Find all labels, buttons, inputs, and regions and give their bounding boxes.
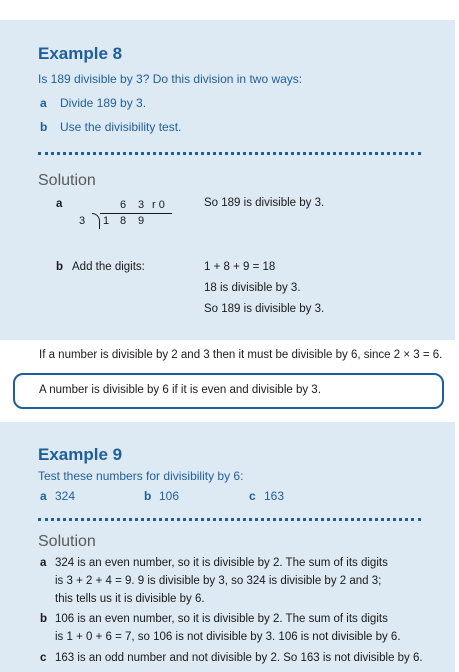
divider-dotted [38, 152, 421, 155]
answer-b-line: 106 is an even number, so it is divisible by 2. The sum of its digits [55, 613, 388, 625]
quotient-digit: 6 [120, 199, 127, 211]
solution-b-line: So 189 is divisible by 3. [204, 303, 325, 315]
answer-a-line: this tells us it is divisible by 6. [55, 593, 205, 605]
divider-dotted [38, 518, 421, 521]
solution-b-letter: b [56, 261, 64, 273]
answer-c-line: 163 is an odd number and not divisible by 2. So 163 is not divisible by 6. [55, 652, 423, 664]
answer-a-line: is 3 + 2 + 4 = 9. 9 is divisible by 3, so 324 is divisible by 2 and 3; [55, 575, 382, 587]
quotient-remainder: r 0 [152, 199, 165, 211]
quotient-digit: 3 [138, 199, 145, 211]
answer-b-letter: b [40, 613, 48, 625]
solution-b-line: 18 is divisible by 3. [204, 282, 301, 294]
answer-a-letter: a [40, 557, 47, 569]
example-8-part-a-text: Divide 189 by 3. [60, 96, 147, 110]
example-8-solution-title: Solution [38, 172, 96, 189]
item-a-letter: a [40, 489, 47, 503]
division-result: So 189 is divisible by 3. [204, 197, 325, 209]
example-8-title: Example 8 [38, 44, 123, 63]
example-9-question: Test these numbers for divisibility by 6: [38, 469, 244, 483]
example-8-question: Is 189 divisible by 3? Do this division in two ways: [38, 72, 303, 86]
division-bar [100, 213, 172, 214]
item-b-letter: b [144, 489, 152, 503]
divisor: 3 [79, 215, 86, 227]
example-8-part-b-text: Use the divisibility test. [60, 120, 182, 134]
division-bracket-curve [92, 213, 100, 229]
rule-text: If a number is divisible by 2 and 3 then it must be divisible by 6, since 2 × 3 = 6. [39, 349, 443, 361]
answer-a-line: 324 is an even number, so it is divisible by 2. The sum of its digits [55, 557, 388, 569]
example-8-part-a-letter: a [40, 96, 47, 110]
answer-c-letter: c [40, 652, 47, 664]
solution-b-label: Add the digits: [72, 261, 145, 273]
answer-b-line: is 1 + 0 + 6 = 7, so 106 is not divisible by 3. 106 is not divisible by 6. [55, 631, 401, 643]
dividend-digit: 8 [120, 215, 127, 227]
item-b-value: 106 [159, 489, 180, 503]
solution-b-line: 1 + 8 + 9 = 18 [204, 261, 276, 273]
example-9-solution-title: Solution [38, 533, 96, 550]
note-box-text: A number is divisible by 6 if it is even and divisible by 3. [39, 384, 321, 396]
item-c-letter: c [249, 489, 256, 503]
dividend-digit: 9 [138, 215, 145, 227]
dividend-digit: 1 [103, 215, 110, 227]
item-a-value: 324 [55, 489, 76, 503]
example-8-part-b-letter: b [40, 120, 48, 134]
example-9-title: Example 9 [38, 445, 123, 464]
item-c-value: 163 [264, 489, 285, 503]
solution-a-letter: a [56, 198, 63, 210]
